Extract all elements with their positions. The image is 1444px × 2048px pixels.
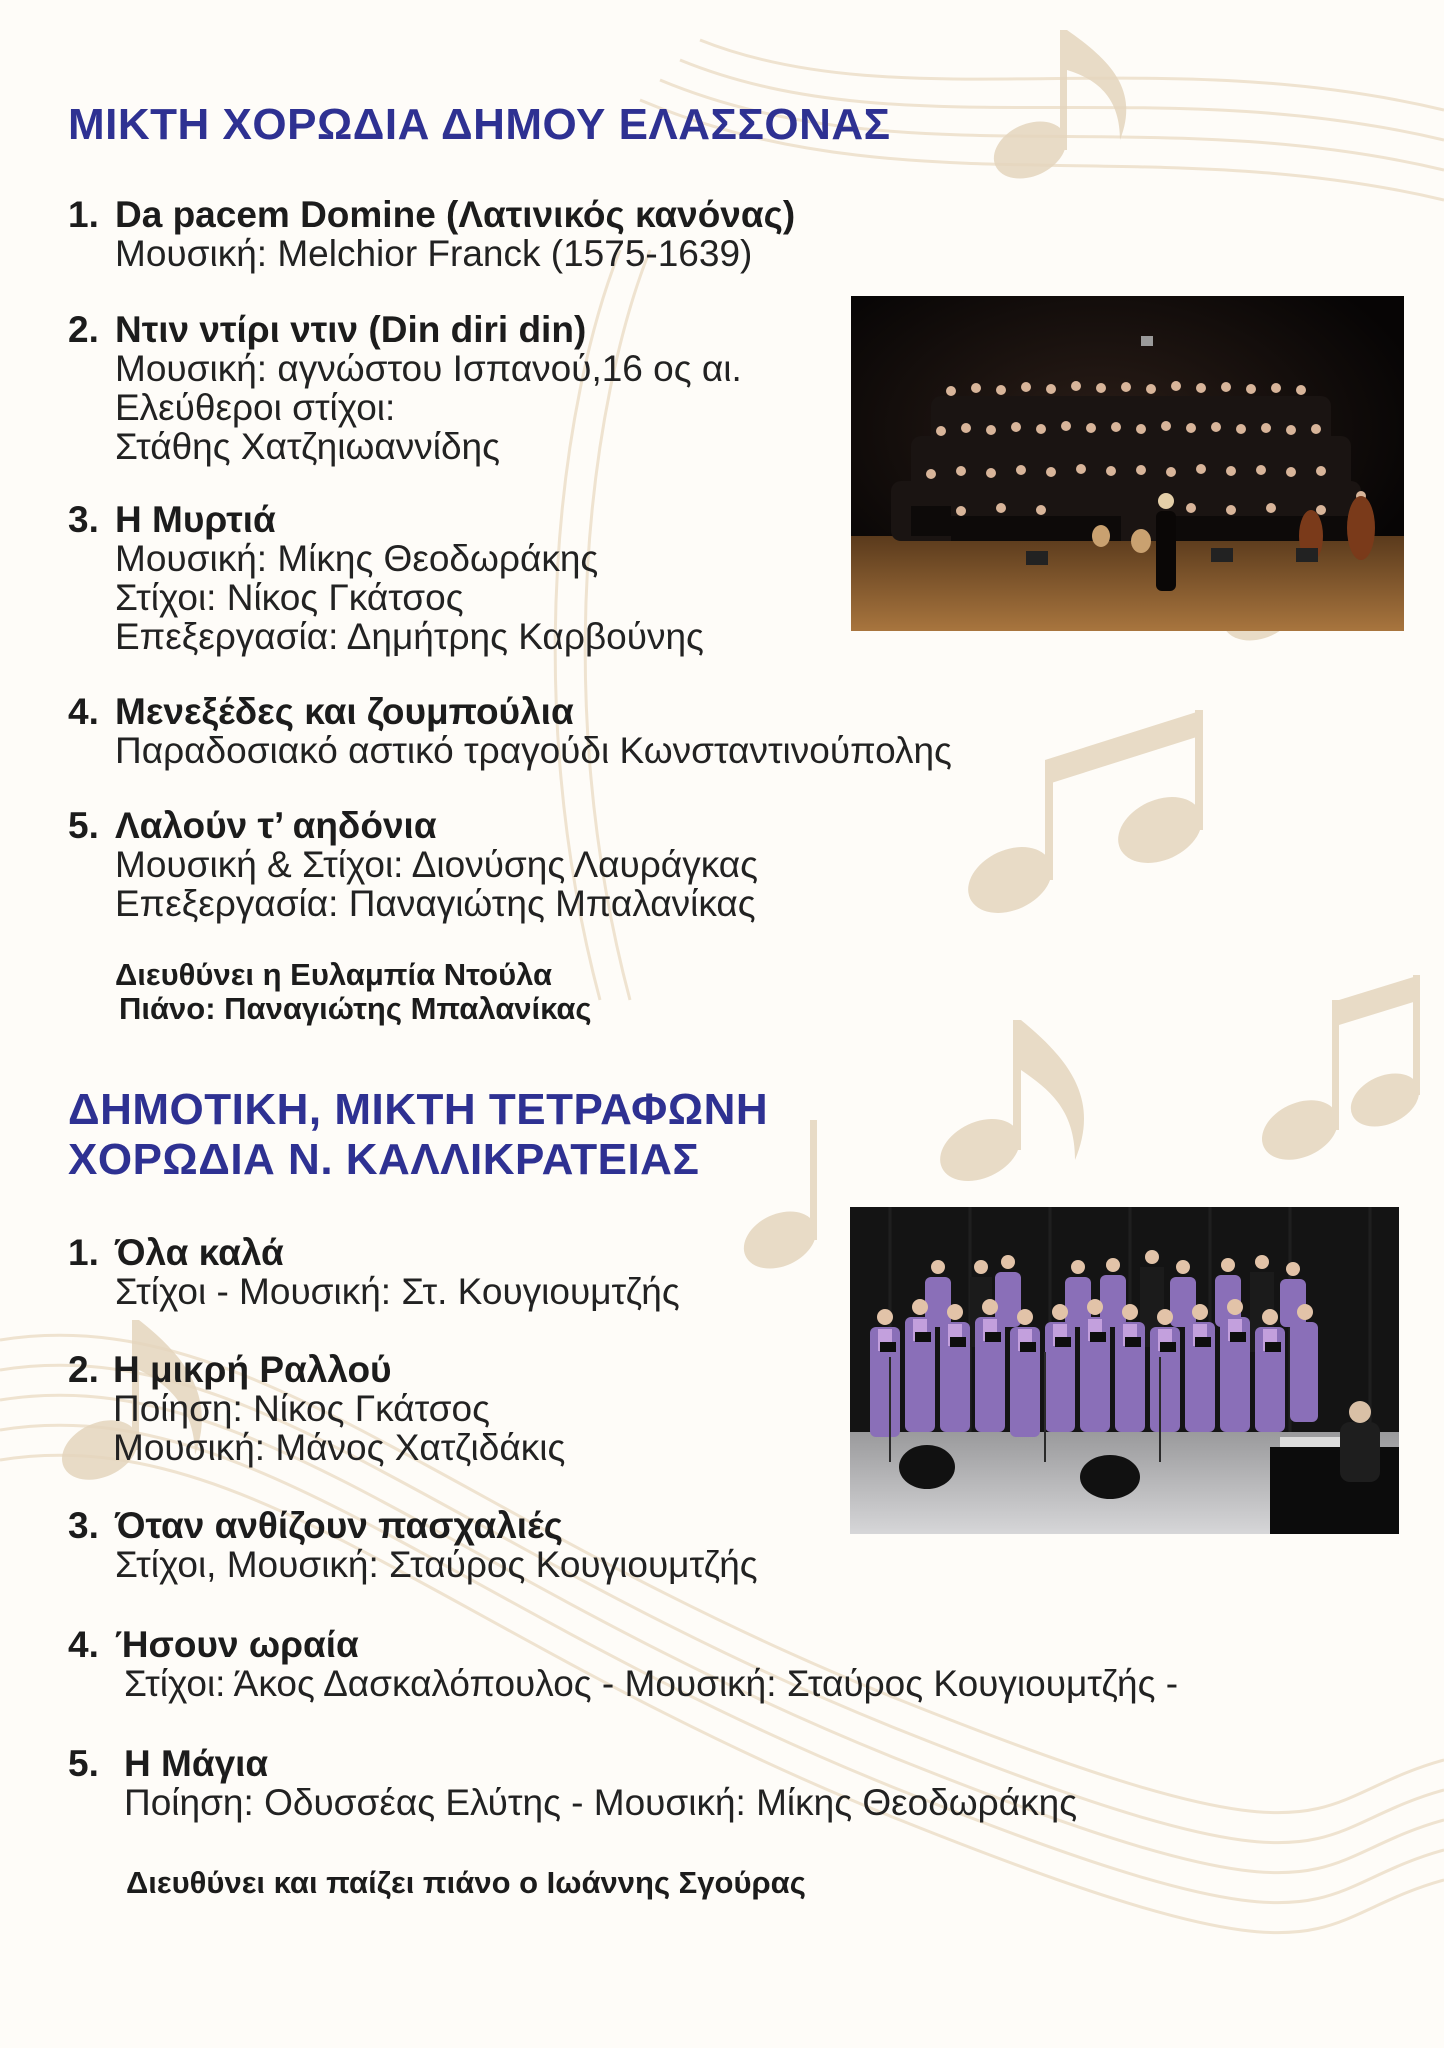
song-title: Ήσουν ωραία (115, 1624, 359, 1665)
item-number: 4. (68, 1624, 99, 1665)
item-number: 5. (68, 1743, 99, 1784)
item-number: 1. (68, 1232, 99, 1273)
song-title: Μενεξέδες και ζουμπούλια (115, 691, 574, 732)
program-item (68, 692, 952, 770)
program-item (68, 195, 795, 273)
item-number: 2. (68, 309, 99, 350)
program-item (68, 310, 742, 466)
song-credit: Ποίηση: Νίκος Γκάτσος (113, 1388, 490, 1429)
conductor-credits (126, 1866, 806, 1900)
item-number: 3. (68, 1505, 99, 1546)
song-credit: Στίχοι - Μουσική: Στ. Κουγιουμτζής (115, 1271, 680, 1312)
song-title: Ντιν ντίρι ντιν (Din diri din) (115, 309, 587, 350)
song-credit: Στίχοι: Άκος Δασκαλόπουλος - Μουσική: Σταύρος Κουγιουμτζής - (124, 1663, 1179, 1704)
conductor-credits (115, 958, 592, 1026)
song-credit: Μουσική: Μάνος Χατζιδάκις (113, 1427, 566, 1468)
song-credit: Στίχοι, Μουσική: Σταύρος Κουγιουμτζής (115, 1544, 758, 1585)
song-title: Λαλούν τ’ αηδόνια (115, 805, 437, 846)
item-number: 5. (68, 805, 99, 846)
program-item (68, 500, 704, 656)
song-credit: Ποίηση: Οδυσσέας Ελύτης - Μουσική: Μίκης Θεοδωράκης (124, 1782, 1078, 1823)
song-credit: Μουσική: Μίκης Θεοδωράκης (115, 538, 599, 579)
song-title: Η μικρή Ραλλού (113, 1349, 392, 1390)
item-number: 1. (68, 194, 99, 235)
song-title: Όλα καλά (115, 1232, 284, 1273)
program-item (68, 1625, 1178, 1703)
section-title-kallikrateia-line1: ΔΗΜΟΤΙΚΗ, ΜΙΚΤΗ ΤΕΤΡΑΦΩΝΗ (68, 1085, 769, 1134)
song-title: Όταν ανθίζουν πασχαλιές (115, 1505, 564, 1546)
conductor-line: Διευθύνει η Ευλαμπία Ντούλα (115, 957, 553, 992)
program-item (68, 1233, 680, 1311)
song-credit: Στάθης Χατζηιωαννίδης (115, 426, 500, 467)
song-title: Η Μυρτιά (115, 499, 276, 540)
item-number: 2. (68, 1349, 99, 1390)
conductor-line: Διευθύνει και παίζει πιάνο ο Ιωάννης Σγούρας (126, 1865, 806, 1900)
song-title: Η Μάγια (124, 1743, 269, 1784)
song-credit: Στίχοι: Νίκος Γκάτσος (115, 577, 464, 618)
song-credit: Μουσική & Στίχοι: Διονύσης Λαυράγκας (115, 844, 758, 885)
program-item (68, 806, 758, 923)
piano-line: Πιάνο: Παναγιώτης Μπαλανίκας (119, 991, 592, 1026)
section-title-kallikrateia-line2: ΧΟΡΩΔΙΑ Ν. ΚΑΛΛΙΚΡΑΤΕΙΑΣ (68, 1135, 700, 1184)
program-item (68, 1350, 565, 1467)
program-item (68, 1744, 1077, 1822)
song-credit: Επεξεργασία: Παναγιώτης Μπαλανίκας (115, 883, 756, 924)
song-title: Da pacem Domine (Λατινικός κανόνας) (115, 194, 796, 235)
program-item (68, 1506, 758, 1584)
song-credit: Ελεύθεροι στίχοι: (115, 387, 396, 428)
choir-photo-kallikrateia (850, 1207, 1399, 1534)
song-credit: Μουσική: αγνώστου Ισπανού,16 ος αι. (115, 348, 742, 389)
song-credit: Μουσική: Melchior Franck (1575-1639) (115, 233, 753, 274)
song-credit: Επεξεργασία: Δημήτρης Καρβούνης (115, 616, 704, 657)
choir-photo-elassona (851, 296, 1404, 631)
song-credit: Παραδοσιακό αστικό τραγούδι Κωνσταντινούπολης (115, 730, 952, 771)
item-number: 4. (68, 691, 99, 732)
item-number: 3. (68, 499, 99, 540)
section-title-elassona-choir: ΜΙΚΤΗ ΧΟΡΩΔΙΑ ΔΗΜΟΥ ΕΛΑΣΣΟΝΑΣ (68, 100, 891, 149)
